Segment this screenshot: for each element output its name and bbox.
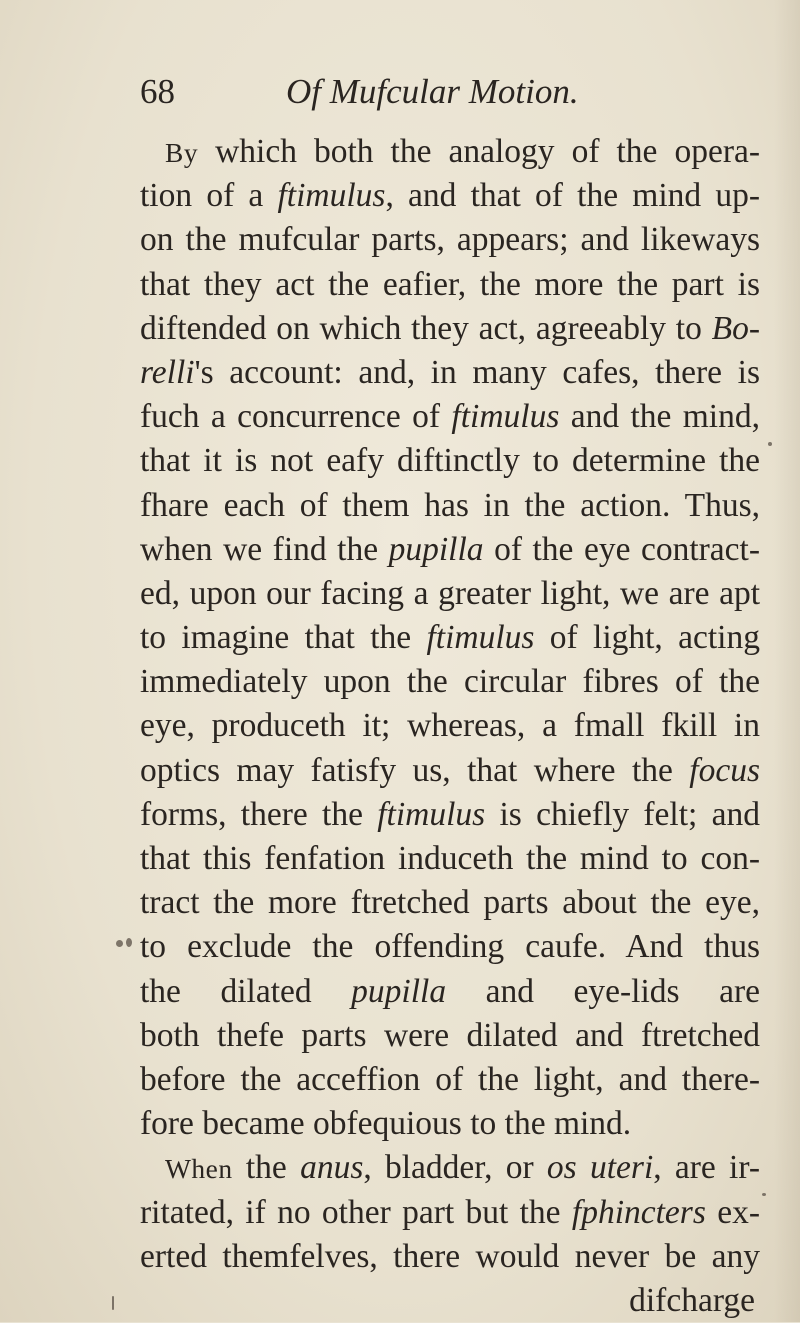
text-line: optics may fatisfy us, that where the focus: [140, 751, 760, 789]
text-line: By which both the analogy of the opera-: [165, 133, 760, 170]
text-line: fore became obfequious to the mind.: [140, 1105, 632, 1143]
text-line: when we find the pupilla of the eye contract-: [140, 530, 760, 568]
text-line: that this fenfation induceth the mind to con-: [140, 840, 760, 877]
italic-term: ftimulus: [426, 619, 535, 657]
body-text: [140, 130, 760, 1323]
text-line: on the mufcular parts, appears; and likeways: [140, 221, 760, 259]
page-number: 68: [140, 72, 175, 111]
text-line: to exclude the offending caufe. And thus: [140, 928, 760, 966]
italic-term: anus: [300, 1149, 364, 1187]
italic-term: ftimulus: [277, 177, 386, 215]
small-caps-word: When: [165, 1154, 233, 1185]
text-line: relli's account: and, in many cafes, there is: [140, 353, 760, 391]
running-head: [140, 70, 700, 114]
text-line: ritated, if no other part but the fphincters ex-: [140, 1193, 760, 1231]
paper-speck: [112, 1296, 114, 1310]
text-line: eye, produceth it; whereas, a fmall fkill in: [140, 707, 760, 745]
text-line: diftended on which they act, agreeably to Bo-: [140, 309, 760, 347]
italic-term: ftimulus: [377, 795, 486, 833]
page-edge-shadow: [774, 0, 800, 1322]
paper-speck: [116, 940, 123, 947]
italic-term: pupilla: [351, 972, 447, 1010]
paper-speck: [762, 1193, 766, 1196]
text-line: When the anus, bladder, or os uteri, are ir-: [165, 1149, 760, 1187]
text-line: fuch a concurrence of ftimulus and the mind,: [140, 398, 760, 436]
italic-term: pupilla: [388, 530, 484, 568]
text-line: that they act the eafier, the more the part is: [140, 265, 760, 303]
text-line: immediately upon the circular fibres of the: [140, 663, 760, 701]
text-line: before the acceffion of the light, and there-: [140, 1060, 760, 1098]
small-caps-word: By: [165, 138, 199, 168]
text-line: fhare each of them has in the action. Thus,: [140, 486, 760, 524]
paper-speck: [126, 938, 132, 947]
text-line: forms, there the ftimulus is chiefly felt; and: [140, 795, 760, 833]
text-line: tract the more ftretched parts about the eye,: [140, 884, 760, 922]
italic-term: fphincters: [571, 1193, 706, 1231]
text-line: ed, upon our facing a greater light, we are apt: [140, 574, 760, 612]
paper-speck: [768, 442, 772, 446]
italic-term: os uteri: [546, 1149, 654, 1187]
text-line: the dilated pupilla and eye-lids are: [140, 972, 760, 1010]
text-line: that it is not eafy diftinctly to determine the: [140, 442, 760, 480]
catchword: difcharge: [629, 1281, 755, 1319]
running-title: Of Mufcular Motion.: [286, 72, 579, 111]
italic-term: relli: [140, 353, 195, 391]
text-line: tion of a ftimulus, and that of the mind up-: [140, 177, 760, 215]
italic-term: ftimulus: [451, 398, 560, 436]
text-line: both thefe parts were dilated and ftretched: [140, 1016, 760, 1054]
text-line: to imagine that the ftimulus of light, acting: [140, 619, 760, 657]
italic-term: Bo-: [711, 309, 760, 347]
text-line: erted themfelves, there would never be any: [140, 1237, 760, 1275]
italic-term: focus: [689, 751, 760, 789]
